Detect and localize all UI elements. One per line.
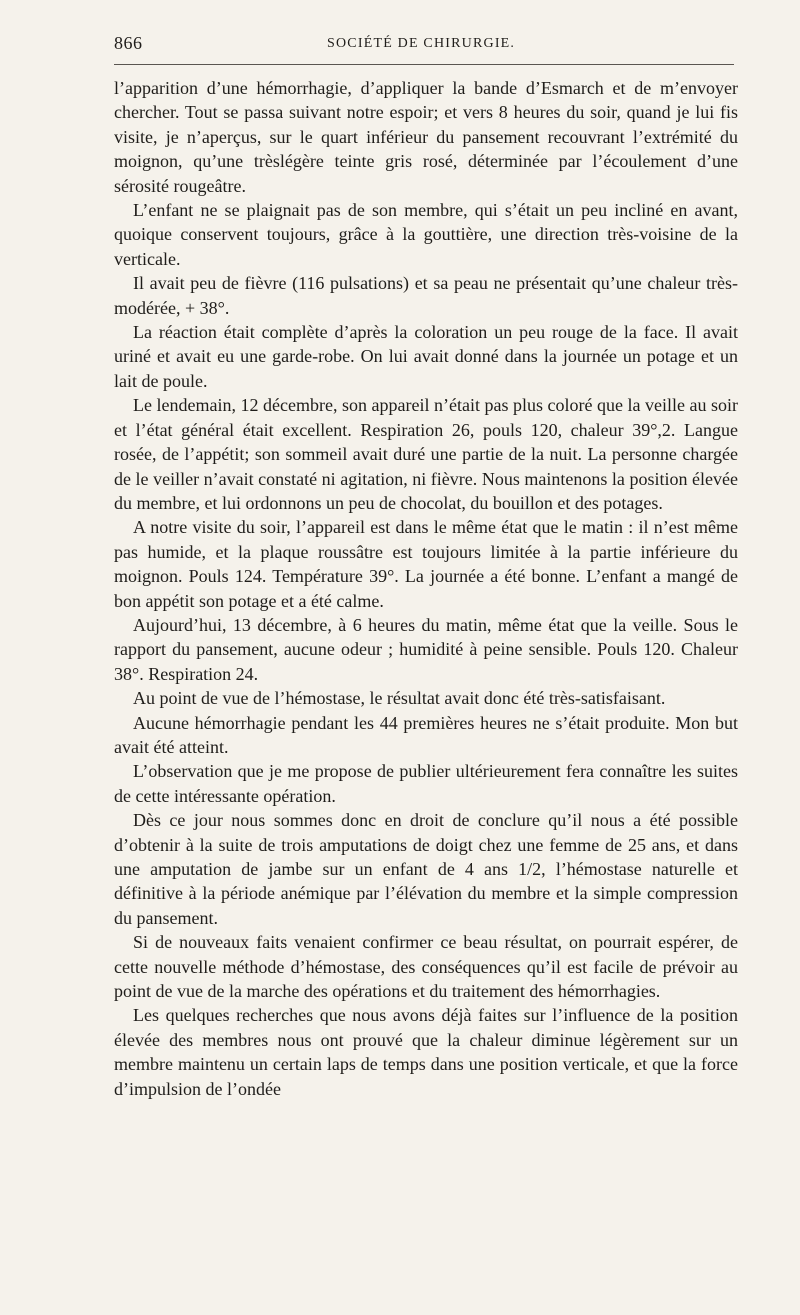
paragraph: Si de nouveaux faits venaient confirmer ce beau résultat, on pourrait espérer, de cette nouvelle méthode d’hémostase, des conséquences qu’il est facile de prévoir au point de vue de la marche des opérations et du traitement des hémorrhagies. (114, 932, 738, 1002)
page-header (114, 33, 734, 57)
paragraph: Au point de vue de l’hémostase, le résultat avait donc été très-satisfaisant. (133, 688, 666, 709)
paragraph: Le lendemain, 12 décembre, son appareil n’était pas plus coloré que la veille au soir et l’état général était excellent. Respiration 26, pouls 120, chaleur 39°,2. Langue rosée, de l’appétit; son sommeil avait duré une partie de la nuit. La personne chargée de le veiller n’avait constaté ni agitation, ni fièvre. Nous maintenons la position élevée du membre, et lui ordonnons un peu de chocolat, du bouillon et des potages. (114, 395, 738, 513)
paragraph: Il avait peu de fièvre (116 pulsations) et sa peau ne présentait qu’une chaleur très-modérée, + 38°. (114, 273, 738, 318)
paragraph: L’enfant ne se plaignait pas de son membre, qui s’était un peu incliné en avant, quoique conservent toujours, grâce à la gouttière, une direction très-voisine de la verticale. (114, 200, 738, 269)
paragraph: l’apparition d’une hémorrhagie, d’appliquer la bande d’Esmarch et de m’envoyer chercher. Tout se passa suivant notre espoir; et vers 8 heures du soir, quand je lui fis visite, je n’aperçus, sur le quart inférieur du pansement recouvrant l’extrémité du moignon, qu’une trèslégère teinte gris rosé, déterminée par l’écoulement d’une sérosité rougeâtre. (114, 78, 738, 196)
paragraph: La réaction était complète d’après la coloration un peu rouge de la face. Il avait uriné et avait eu une garde-robe. On lui avait donné dans la journée un potage et un lait de poule. (114, 322, 738, 391)
page-number: 866 (114, 33, 143, 53)
paragraph: L’observation que je me propose de publier ultérieurement fera connaître les suites de cette intéressante opération. (114, 761, 738, 806)
paragraph: Aujourd’hui, 13 décembre, à 6 heures du matin, même état que la veille. Sous le rapport du pansement, aucune odeur ; humidité à peine sensible. Pouls 120. Chaleur 38°. Respiration 24. (114, 614, 738, 684)
header-rule (114, 64, 734, 65)
paragraph: Dès ce jour nous sommes donc en droit de conclure qu’il nous a été possible d’obtenir à la suite de trois amputations de doigt chez une femme de 25 ans, et dans une amputation de jambe sur un enfant de 4 ans 1/2, l’hémostase naturelle et définitive à la période anémique par l’élévation du membre et la simple compression du pansement. (114, 810, 738, 928)
body-text (114, 76, 738, 1101)
paragraph: Aucune hémorrhagie pendant les 44 premières heures ne s’était produite. Mon but avait été atteint. (114, 712, 738, 757)
paragraph: Les quelques recherches que nous avons déjà faites sur l’influence de la position élevée des membres nous ont prouvé que la chaleur diminue légèrement sur un membre maintenu un certain laps de temps dans une position verticale, et que la force d’impulsion de l’ondée (114, 1005, 738, 1099)
paragraph: A notre visite du soir, l’appareil est dans le même état que le matin : il n’est même pas humide, et la plaque roussâtre est toujours limitée à la partie inférieure du moignon. Pouls 124. Température 39°. La journée a été bonne. L’enfant a mangé de bon appétit son potage et a été calme. (114, 517, 738, 611)
running-title: SOCIÉTÉ DE CHIRURGIE. (327, 36, 516, 51)
